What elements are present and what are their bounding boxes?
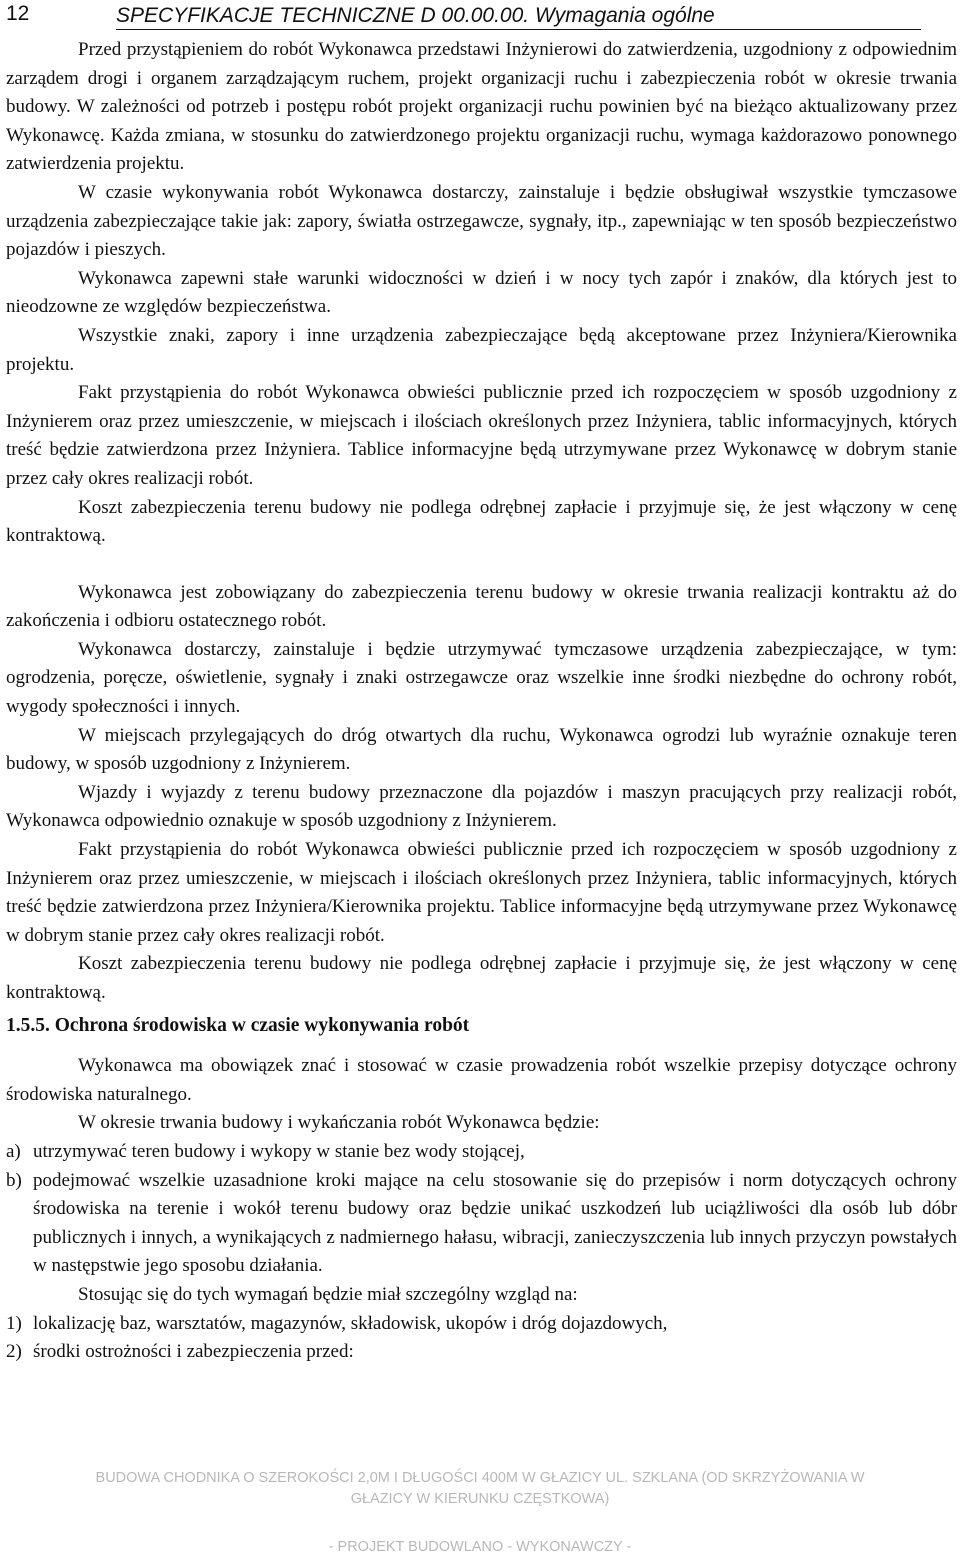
list-text: utrzymywać teren budowy i wykopy w stanie bez wody stojącej, <box>33 1140 525 1162</box>
footer-line: BUDOWA CHODNIKA O SZEROKOŚCI 2,0M I DŁUGOŚCI 400M W GŁAZICY UL. SZKLANA (OD SKRZYŻOWANIA W <box>95 1470 865 1486</box>
paragraph: W miejscach przylegających do dróg otwartych dla ruchu, Wykonawca ogrodzi lub wyraźnie oznakuje teren budowy, w sposób uzgodniony z Inżynierem. <box>6 724 957 775</box>
footer-subtitle: - PROJEKT BUDOWLANO - WYKONAWCZY - <box>328 1539 632 1555</box>
list-text: podejmować wszelkie uzasadnione kroki mające na celu stosowanie się do przepisów i norm dotyczących ochrony środowiska na terenie i wokół terenu budowy oraz będzie unikać uszkodzeń lub uciążliwości dla osób lub dóbr publicznych i innych, a wynikających z nadmiernego hałasu, wibracji, zanieczyszczenia lub innych przyczyn powstałych w następstwie jego sposobu działania. <box>33 1169 957 1277</box>
paragraph: Wjazdy i wyjazdy z terenu budowy przeznaczone dla pojazdów i maszyn pracujących przy realizacji robót, Wykonawca odpowiednio oznakuje w sposób uzgodniony z Inżynierem. <box>6 781 957 832</box>
list-item <box>6 1138 957 1167</box>
section-lead: W okresie trwania budowy i wykańczania robót Wykonawca będzie: <box>78 1112 600 1134</box>
paragraph: Wykonawca zapewni stałe warunki widoczności w dzień i w nocy tych zapór i znaków, dla których jest to nieodzowne ze względów bezpieczeństwa. <box>6 267 957 318</box>
document-body <box>6 36 957 1367</box>
paragraph: Wszystkie znaki, zapory i inne urządzenia zabezpieczające będą akceptowane przez Inżyniera/Kierownika projektu. <box>6 324 957 375</box>
list-text: środki ostrożności i zabezpieczenia przed: <box>33 1341 354 1363</box>
list-item <box>6 1167 957 1281</box>
page-header <box>6 2 956 32</box>
page-number: 12 <box>6 2 30 25</box>
section-lead: Stosując się do tych wymagań będzie miał szczególny wzgląd na: <box>78 1283 578 1305</box>
paragraph: W czasie wykonywania robót Wykonawca dostarczy, zainstaluje i będzie obsługiwał wszystkie tymczasowe urządzenia zabezpieczające takie jak: zapory, światła ostrzegawcze, sygnały, itp., zapewniając w ten sposób bezpieczeństwo pojazdów i pieszych. <box>6 181 957 261</box>
list-marker: b) <box>6 1169 22 1191</box>
list-text: lokalizację baz, warsztatów, magazynów, składowisk, ukopów i dróg dojazdowych, <box>33 1312 668 1334</box>
page-footer <box>0 1468 960 1558</box>
list-marker: 2) <box>6 1341 22 1363</box>
paragraph: Koszt zabezpieczenia terenu budowy nie podlega odrębnej zapłacie i przyjmuje się, że jest włączony w cenę kontraktową. <box>6 953 957 1003</box>
section-heading: 1.5.5. Ochrona środowiska w czasie wykonywania robót <box>6 1014 470 1036</box>
paragraph: Fakt przystąpienia do robót Wykonawca obwieści publicznie przed ich rozpoczęciem w sposób uzgodniony z Inżynierem oraz przez umieszczenie, w miejscach i ilościach określonych przez Inżyniera, tablic informacyjnych, których treść będzie zatwierdzona przez Inżyniera/Kierownika projektu. Tablice informacyjne będą utrzymywane przez Wykonawcę w dobrym stanie przez cały okres realizacji robót. <box>6 839 957 946</box>
list-item <box>6 1310 957 1339</box>
list-item <box>6 1338 957 1367</box>
paragraph: Przed przystąpieniem do robót Wykonawca przedstawi Inżynierowi do zatwierdzenia, uzgodniony z odpowiednim zarządem drogi i organem zarządzającym ruchem, projekt organizacji ruchu i zabezpieczenia robót w okresie trwania budowy. W zależności od potrzeb i postępu robót projekt organizacji ruchu powinien być na bieżąco aktualizowany przez Wykonawcę. Każda zmiana, w stosunku do zatwierdzonego projektu organizacji ruchu, wymaga każdorazowo ponownego zatwierdzenia projektu. <box>6 39 957 175</box>
paragraph: Wykonawca dostarczy, zainstaluje i będzie utrzymywać tymczasowe urządzenia zabezpieczające, w tym: ogrodzenia, poręcze, oświetlenie, sygnały i znaki ostrzegawcze oraz wszelkie inne środki niezbędne do ochrony robót, wygody społeczności i innych. <box>6 638 957 718</box>
paragraph: Wykonawca jest zobowiązany do zabezpieczenia terenu budowy w okresie trwania realizacji kontraktu aż do zakończenia i odbioru ostatecznego robót. <box>6 581 957 632</box>
list-marker: 1) <box>6 1312 22 1334</box>
header-title: SPECYFIKACJE TECHNICZNE D 00.00.00. Wymagania ogólne <box>116 4 921 30</box>
paragraph: Fakt przystąpienia do robót Wykonawca obwieści publicznie przed ich rozpoczęciem w sposób uzgodniony z Inżynierem oraz przez umieszczenie, w miejscach i ilościach określonych przez Inżyniera, tablic informacyjnych, których treść będzie zatwierdzona przez Inżyniera. Tablice informacyjne będą utrzymywane przez Wykonawcę w dobrym stanie przez cały okres realizacji robót. <box>6 382 957 489</box>
footer-line: GŁAZICY W KIERUNKU CZĘSTKOWA) <box>350 1491 610 1507</box>
list-marker: a) <box>6 1140 21 1162</box>
paragraph: Koszt zabezpieczenia terenu budowy nie podlega odrębnej zapłacie i przyjmuje się, że jest włączony w cenę kontraktową. <box>6 496 957 547</box>
section-intro: Wykonawca ma obowiązek znać i stosować w czasie prowadzenia robót wszelkie przepisy dotyczące ochrony środowiska naturalnego. <box>6 1055 957 1105</box>
